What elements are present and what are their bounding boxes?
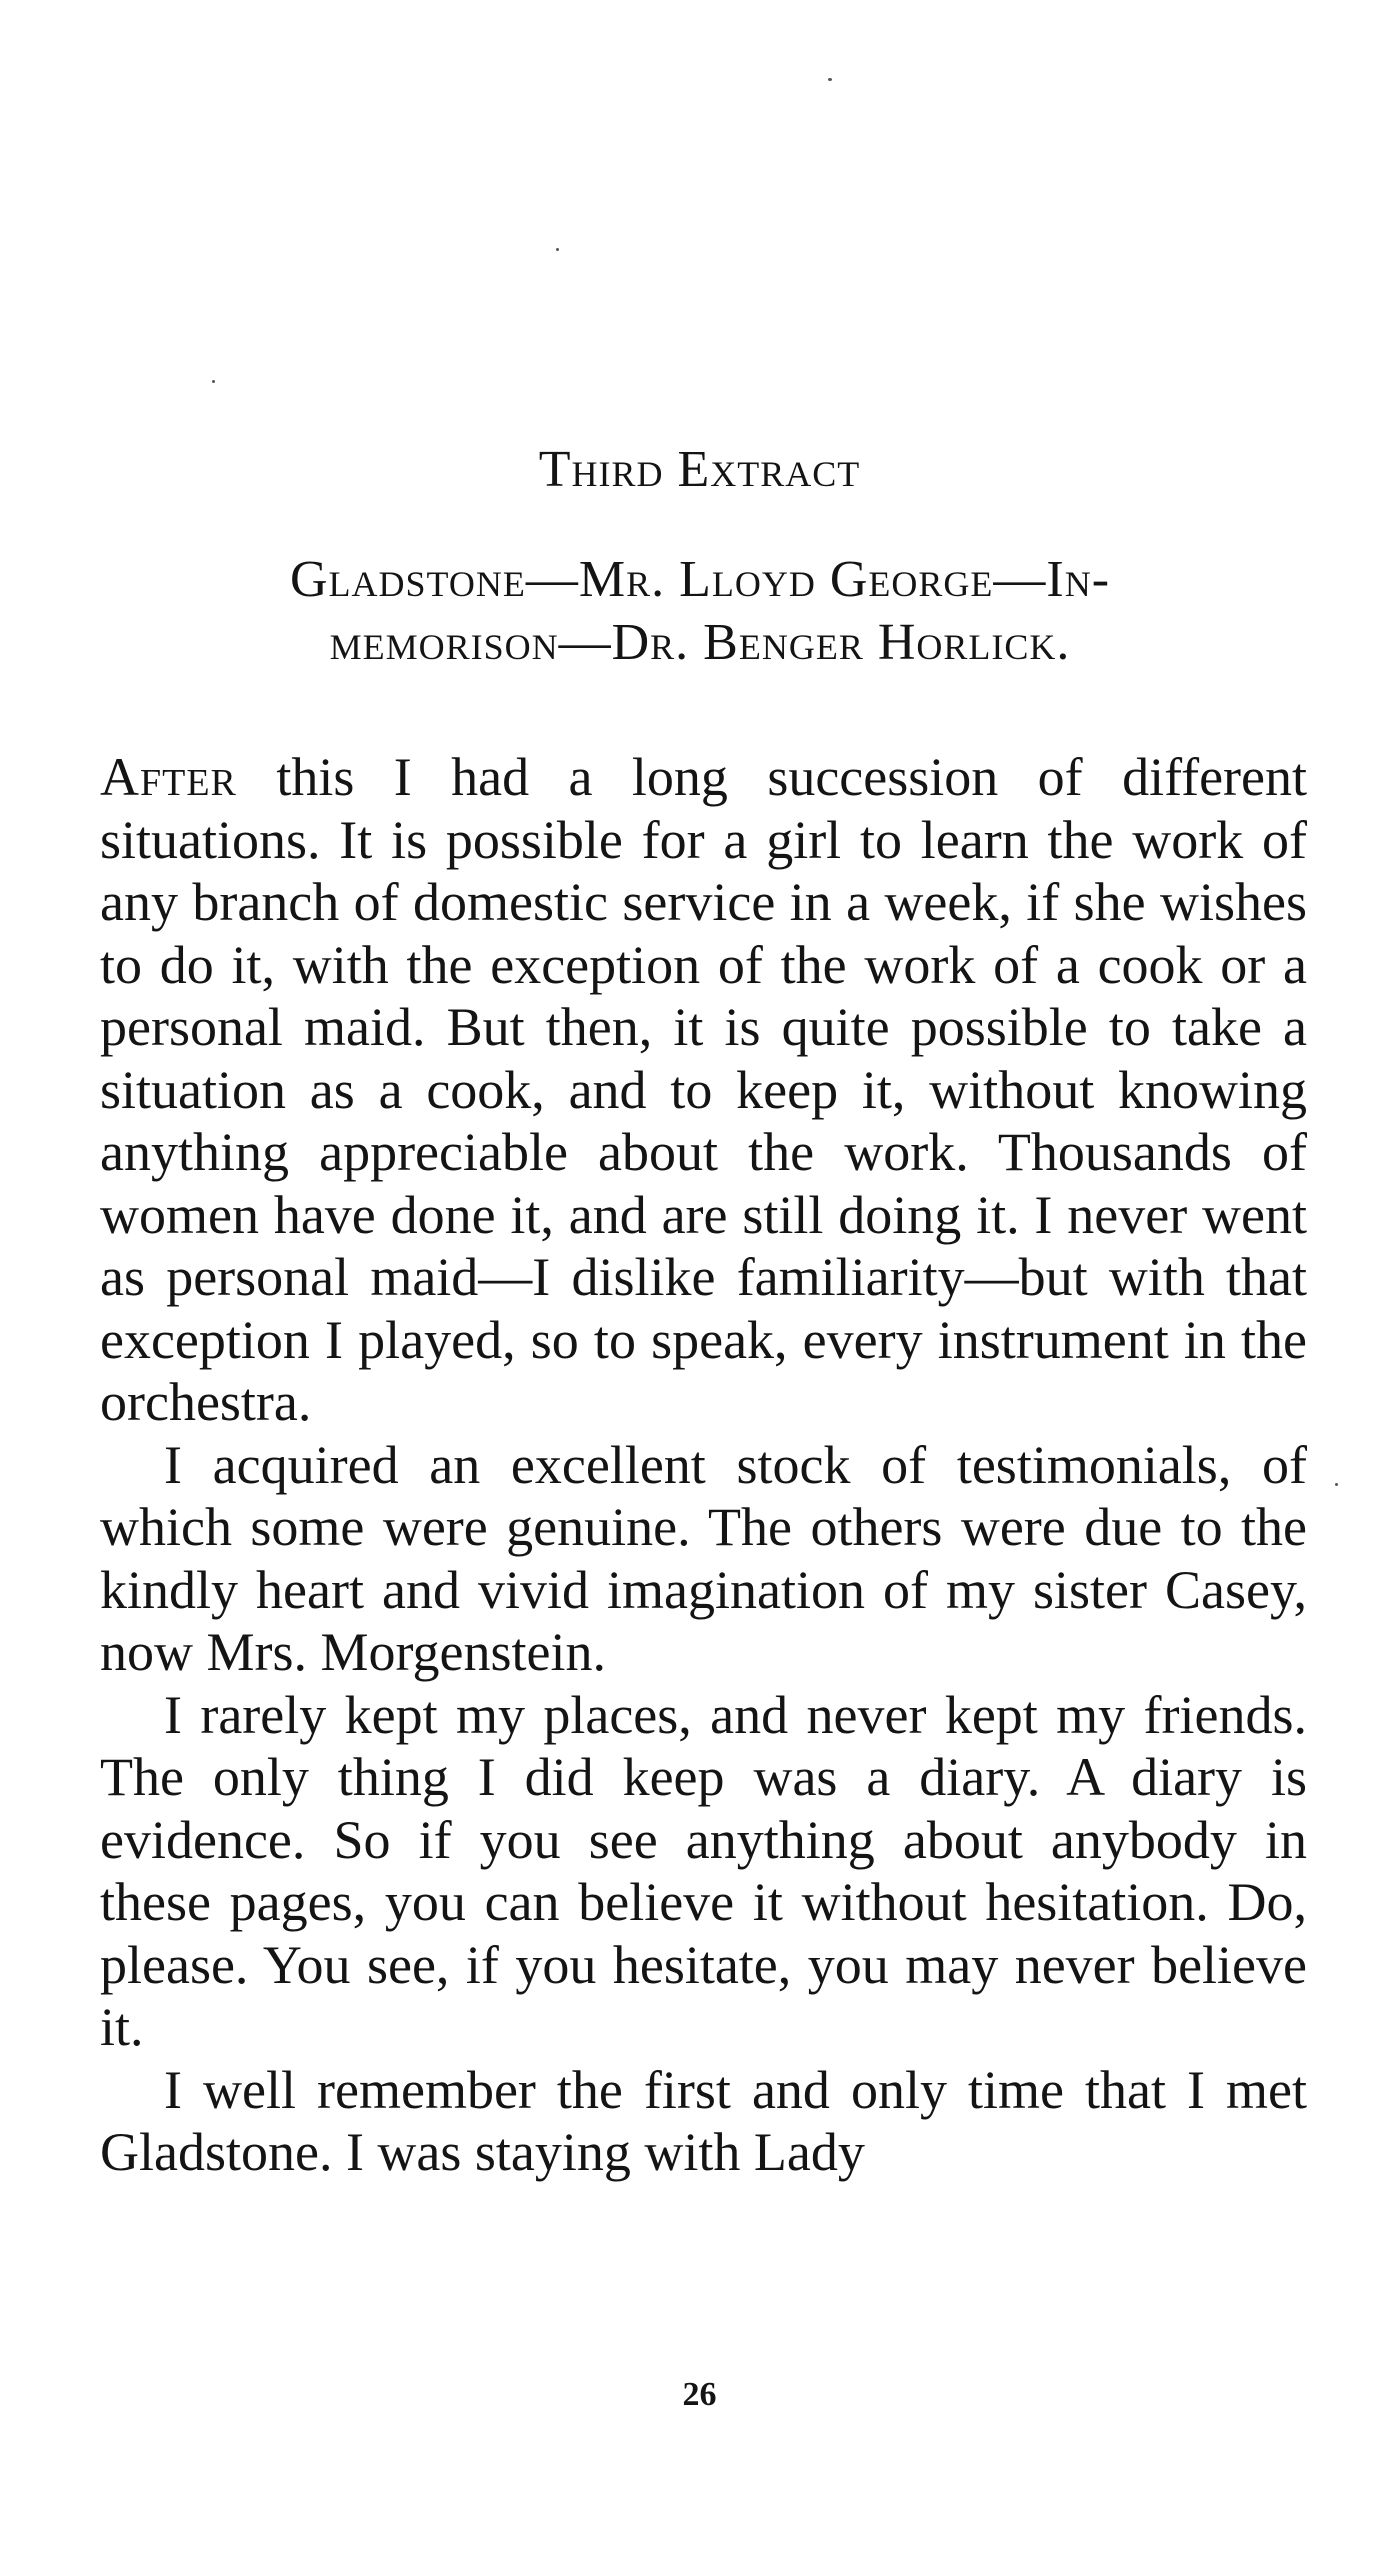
paragraph-1-text: this I had a long succession of different situations. It is possible for a girl to learn the work of any branch of domestic service in a week, if she wishes to do it, with the exception of the work of a cook or a personal maid. But then, it is quite possible to take a situation as a cook, and to keep it, without knowing anything appreciable about the work. Thousands of women have done it, and are still doing it. I never went as personal maid—I dislike familiarity—but with that exception I played, so to speak, every instrument in the orchestra. <box>100 747 1307 1432</box>
body-text <box>100 746 1307 2184</box>
print-speck <box>212 380 215 383</box>
print-speck <box>556 248 559 251</box>
section-heading: Third Extract <box>538 441 861 498</box>
paragraph-4: I well remember the first and only time that I met Gladstone. I was staying with Lady <box>100 2059 1307 2182</box>
subtitle-line-2: memorison—Dr. Benger Horlick. <box>329 614 1071 671</box>
paragraph-2: I acquired an excellent stock of testimonials, of which some were genuine. The others were due to the kindly heart and vivid imagination of my sister Casey, now Mrs. Morgenstein. <box>100 1434 1307 1682</box>
paragraph-3: I rarely kept my places, and never kept my friends. The only thing I did keep was a diary. A diary is evidence. So if you see anything about anybody in these pages, you can believe it without hesitation. Do, please. You see, if you hesitate, you may never believe it. <box>100 1684 1307 2057</box>
page-number: 26 <box>682 2376 717 2413</box>
paragraph-1 <box>100 746 1307 1434</box>
chapter-subtitle <box>150 548 1250 674</box>
print-speck <box>828 78 832 81</box>
subtitle-line-1: Gladstone—Mr. Lloyd George—In- <box>289 551 1111 608</box>
paragraph-lead-in: After <box>100 747 237 807</box>
print-speck <box>1335 1483 1338 1486</box>
